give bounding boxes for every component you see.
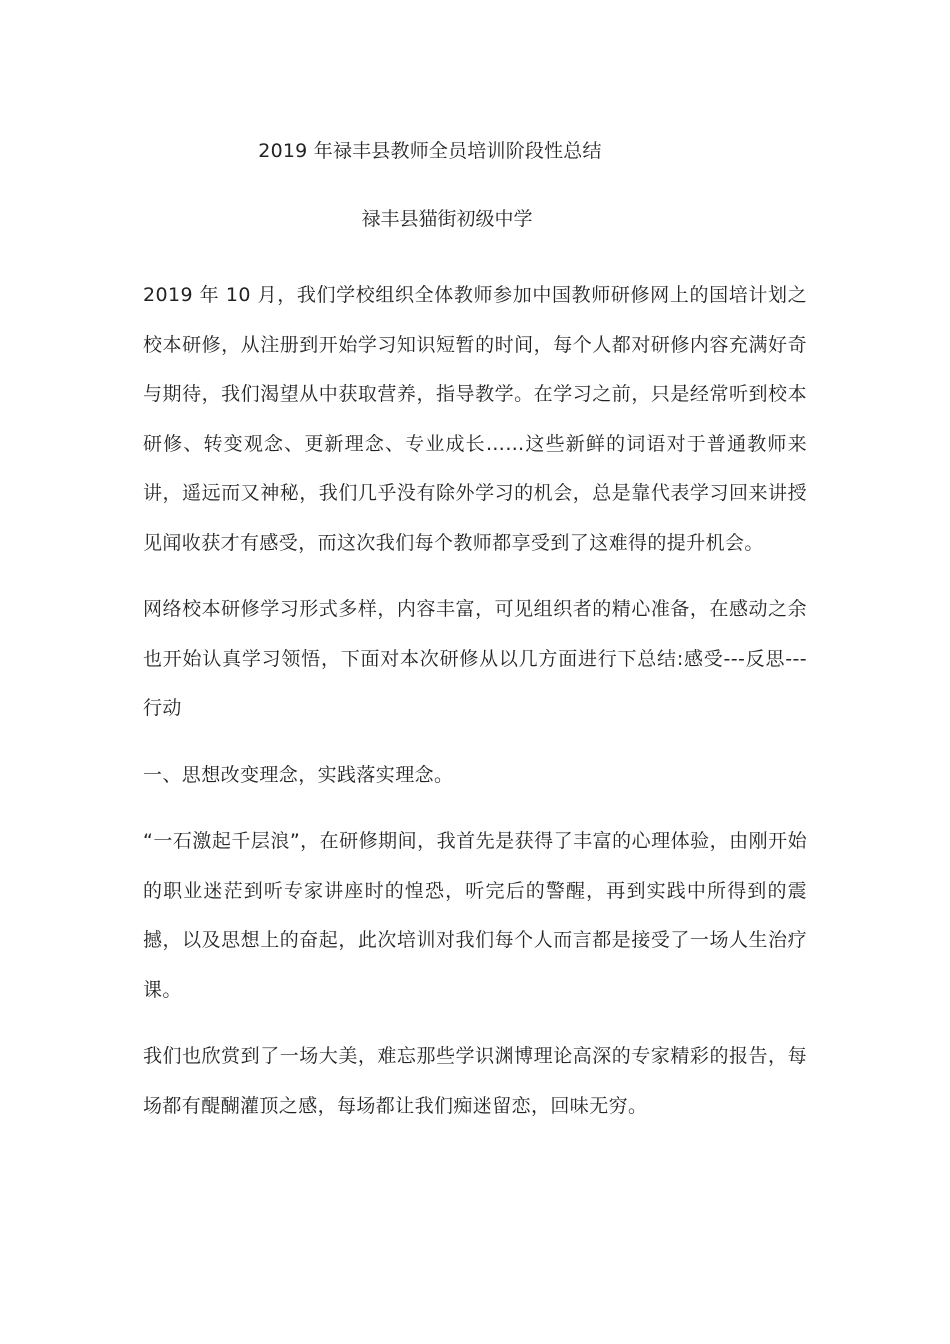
document-subtitle: 禄丰县猫街初级中学 bbox=[361, 208, 533, 230]
document-body bbox=[143, 271, 807, 1148]
document-title: 2019 年禄丰县教师全员培训阶段性总结 bbox=[258, 140, 602, 162]
paragraph-appreciation: 我们也欣赏到了一场大美，难忘那些学识渊博理论高深的专家精彩的报告，每场都有醍醐灌顶之感，每场都让我们痴迷留恋，回味无穷。 bbox=[143, 1045, 807, 1117]
paragraph-experience: “一石激起千层浪”，在研修期间，我首先是获得了丰富的心理体验，由刚开始的职业迷茫到听专家讲座时的惶恐，听完后的警醒，再到实践中所得到的震撼，以及思想上的奋起，此次培训对我们每个人而言都是接受了一场人生治疗课。 bbox=[143, 830, 807, 1001]
section-heading-one: 一、思想改变理念，实践落实理念。 bbox=[143, 763, 454, 786]
paragraph-overview: 网络校本研修学习形式多样，内容丰富，可见组织者的精心准备，在感动之余也开始认真学习领悟，下面对本次研修从以几方面进行下总结:感受---反思---行动 bbox=[143, 598, 807, 719]
paragraph-intro: 2019 年 10 月，我们学校组织全体教师参加中国教师研修网上的国培计划之校本研修，从注册到开始学习知识短暂的时间，每个人都对研修内容充满好奇与期待，我们渴望从中获取营养，指导教学。在学习之前，只是经常听到校本研修、转变观念、更新理念、专业成长……这些新鲜的词语对于普通教师来讲，遥远而又神秘，我们几乎没有除外学习的机会，总是靠代表学习回来讲授见闻收获才有感受，而这次我们每个教师都享受到了这难得的提升机会。 bbox=[143, 284, 807, 554]
